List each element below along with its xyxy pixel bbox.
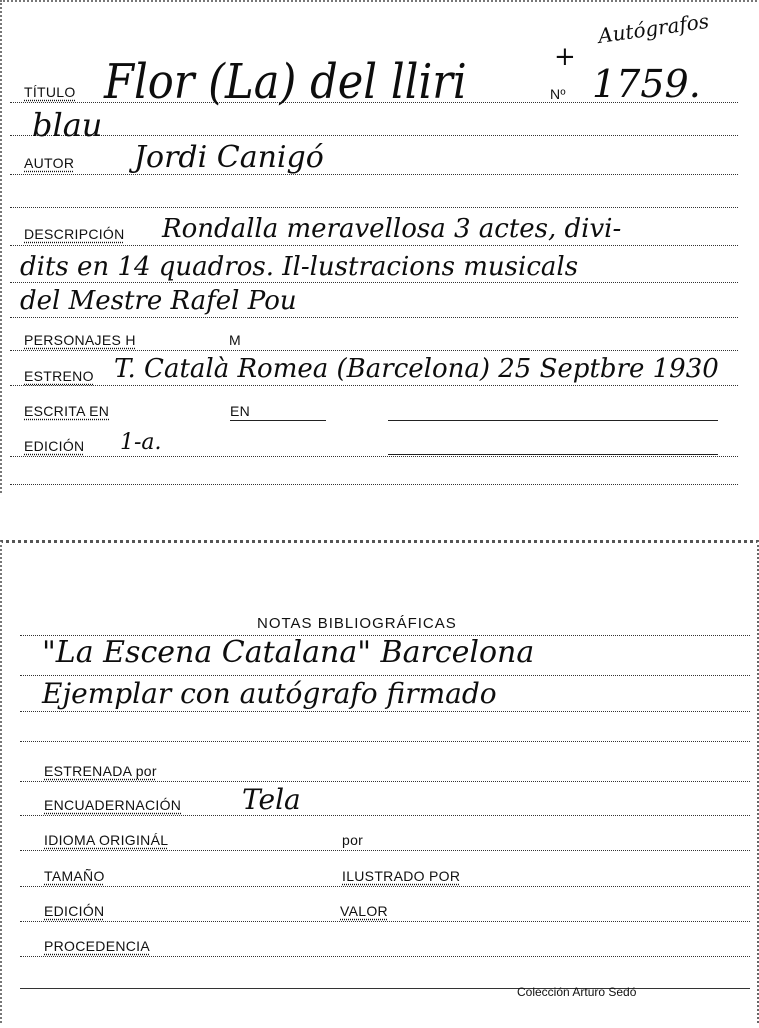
por-label: por xyxy=(342,832,364,848)
bottom-rule xyxy=(20,988,750,989)
en-underline-2 xyxy=(388,420,718,421)
rule-line xyxy=(10,174,738,175)
titulo-label: TÍTULO xyxy=(24,84,76,100)
rule-line xyxy=(10,245,738,246)
autor-value: Jordi Canigó xyxy=(134,140,324,175)
ilustrado-por-label: ILUSTRADO POR xyxy=(342,868,461,884)
rule-line xyxy=(10,385,738,386)
estrenada-por-label: ESTRENADA por xyxy=(44,763,157,779)
titulo-value: Flor (La) del lliri xyxy=(104,54,467,110)
estreno-label: ESTRENO xyxy=(24,368,94,384)
procedencia-label: PROCEDENCIA xyxy=(44,938,150,954)
en-label: EN xyxy=(230,403,251,419)
rule-line xyxy=(10,484,738,485)
autor-label: AUTOR xyxy=(24,155,75,171)
autografos-note: Autógrafos xyxy=(596,8,711,48)
rule-line xyxy=(10,135,738,136)
encuadernacion-label: ENCUADERNACIÓN xyxy=(44,797,182,813)
notas-heading: NOTAS BIBLIOGRÁFICAS xyxy=(257,615,457,632)
rule-line xyxy=(20,781,750,782)
encuadernacion-value: Tela xyxy=(242,783,301,816)
edicion-value: 1-a. xyxy=(120,430,162,455)
descripcion-line-1: Rondalla meravellosa 3 actes, divi- xyxy=(162,214,622,244)
notas-line-2: Ejemplar con autógrafo firmado xyxy=(42,677,497,710)
titulo-continuation: blau xyxy=(32,106,103,144)
valor-label: VALOR xyxy=(340,903,388,919)
rule-line xyxy=(10,282,738,283)
descripcion-line-3: del Mestre Rafel Pou xyxy=(20,286,297,316)
rule-line xyxy=(10,456,738,457)
edicion-underline xyxy=(388,454,718,455)
en-underline xyxy=(230,420,326,421)
catalog-number: 1759. xyxy=(592,62,701,106)
estreno-value: T. Català Romea (Barcelona) 25 Septbre 1930 xyxy=(114,354,719,384)
rule-line xyxy=(20,675,750,676)
edicion-back-label: EDICIÓN xyxy=(44,903,105,919)
idioma-original-label: IDIOMA ORIGINÁL xyxy=(44,832,169,848)
rule-line xyxy=(20,815,750,816)
rule-line xyxy=(20,921,750,922)
rule-line xyxy=(10,350,738,351)
number-label: Nº xyxy=(550,86,566,102)
escrita-en-label: ESCRITA EN xyxy=(24,403,110,419)
rule-line xyxy=(10,207,738,208)
edicion-label: EDICIÓN xyxy=(24,438,85,454)
collection-footer: Colección Arturo Sedó xyxy=(517,985,637,999)
personajes-m-label: M xyxy=(229,332,241,348)
rule-line xyxy=(20,711,750,712)
tamano-label: TAMAÑO xyxy=(44,868,105,884)
catalog-card-front xyxy=(0,0,757,496)
rule-line xyxy=(20,741,750,742)
rule-line xyxy=(10,317,738,318)
notas-line-1: "La Escena Catalana" Barcelona xyxy=(42,635,535,670)
catalog-card-back xyxy=(0,540,759,1023)
rule-line xyxy=(20,850,750,851)
rule-line xyxy=(20,956,750,957)
descripcion-line-2: dits en 14 quadros. Il-lustracions musicals xyxy=(20,252,579,282)
plus-mark: + xyxy=(554,42,576,72)
rule-line xyxy=(20,886,750,887)
personajes-label: PERSONAJES H xyxy=(24,332,136,348)
descripcion-label: DESCRIPCIÓN xyxy=(24,226,125,242)
gap xyxy=(0,494,759,538)
